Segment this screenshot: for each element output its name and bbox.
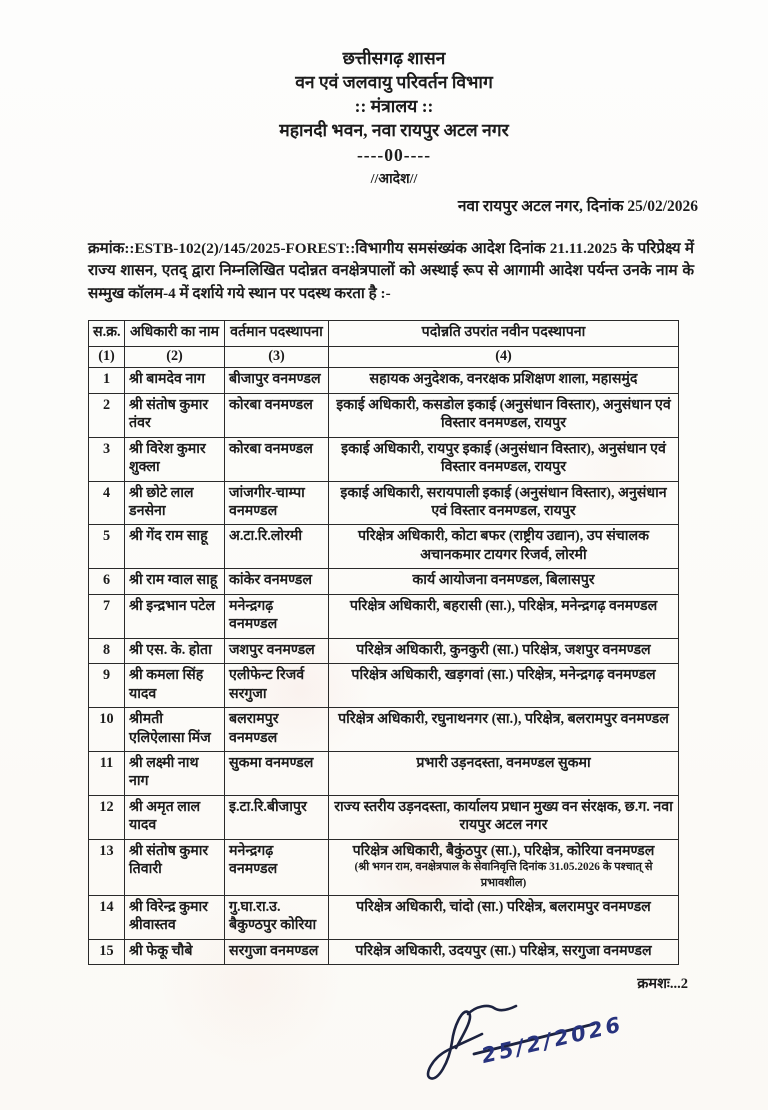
officer-name: श्री अमृत लाल यादव [125, 795, 225, 839]
table-row [89, 525, 679, 569]
new-posting: परिक्षेत्र अधिकारी, खड़गवां (सा.) परिक्षेत्र, मनेन्द्रगढ़ वनमण्डल [329, 664, 679, 708]
serial-no: 8 [89, 638, 125, 663]
serial-no: 12 [89, 795, 125, 839]
new-posting-text: परिक्षेत्र अधिकारी, बैकुंठपुर (सा.), परिक्षेत्र, कोरिया वनमण्डल [352, 842, 655, 859]
new-posting: इकाई अधिकारी, सरायपाली इकाई (अनुसंधान विस्तार), अनुसंधान एवं विस्तार वनमण्डल, रायपुर [329, 481, 679, 525]
table-row [89, 569, 679, 594]
officer-name: श्री फेकू चौबे [125, 939, 225, 964]
document-letterhead [88, 46, 700, 167]
new-posting: परिक्षेत्र अधिकारी, कोटा बफर (राष्ट्रीय उद्यान), उप संचालक अचानकमार टायगर रिजर्व, लोरमी [329, 525, 679, 569]
new-posting: परिक्षेत्र अधिकारी, बहरासी (सा.), परिक्षेत्र, मनेन्द्रगढ़ वनमण्डल [329, 594, 679, 638]
column-number-row [89, 346, 679, 367]
officer-name: श्रीमती एलिऐलासा मिंज [125, 708, 225, 752]
table-row [89, 839, 679, 895]
table-row [89, 939, 679, 964]
table-row [89, 752, 679, 796]
posting-order-table [88, 320, 679, 965]
handwritten-signature [422, 990, 672, 1100]
officer-name: श्री इन्द्रभान पटेल [125, 594, 225, 638]
serial-no: 10 [89, 708, 125, 752]
col-number-2: (2) [125, 346, 225, 367]
current-posting: इ.टा.रि.बीजापुर [225, 795, 329, 839]
new-posting: परिक्षेत्र अधिकारी, रघुनाथनगर (सा.), परिक्षेत्र, बलरामपुर वनमण्डल [329, 708, 679, 752]
current-posting: जशपुर वनमण्डल [225, 638, 329, 663]
table-row [89, 708, 679, 752]
current-posting: कोरबा वनमण्डल [225, 393, 329, 437]
order-title: //आदेश// [370, 171, 418, 187]
officer-name: श्री संतोष कुमार तंवर [125, 393, 225, 437]
serial-no: 9 [89, 664, 125, 708]
serial-no: 11 [89, 752, 125, 796]
col-number-4: (4) [329, 346, 679, 367]
current-posting: मनेन्द्रगढ़ वनमण्डल [225, 594, 329, 638]
officer-name: श्री लक्ष्मी नाथ नाग [125, 752, 225, 796]
officer-name: श्री एस. के. होता [125, 638, 225, 663]
col-number-1: (1) [89, 346, 125, 367]
government-name: छत्तीसगढ़ शासन [342, 48, 446, 68]
serial-no: 5 [89, 525, 125, 569]
serial-no: 13 [89, 839, 125, 895]
new-posting: सहायक अनुदेशक, वनरक्षक प्रशिक्षण शाला, महासमुंद [329, 368, 679, 393]
current-posting: जांजगीर-चाम्पा वनमण्डल [225, 481, 329, 525]
table-header-row [89, 321, 679, 346]
serial-no: 3 [89, 437, 125, 481]
continuation-marker: क्रमशः...2 [637, 976, 688, 993]
new-posting: परिक्षेत्र अधिकारी, चांदो (सा.) परिक्षेत्र, बलरामपुर वनमण्डल [329, 895, 679, 939]
header-officer-name: अधिकारी का नाम [125, 321, 225, 346]
current-posting: बलरामपुर वनमण्डल [225, 708, 329, 752]
current-posting: कांकेर वनमण्डल [225, 569, 329, 594]
new-posting: प्रभारी उड़नदस्ता, वनमण्डल सुकमा [329, 752, 679, 796]
table-row [89, 437, 679, 481]
header-new-posting: पदोन्नति उपरांत नवीन पदस्थापना [329, 321, 679, 346]
serial-no: 1 [89, 368, 125, 393]
serial-no: 2 [89, 393, 125, 437]
officer-name: श्री विरेश कुमार शुक्ला [125, 437, 225, 481]
header-serial-no: स.क्र. [89, 321, 125, 346]
separator-line: ----00---- [356, 144, 432, 165]
serial-no: 14 [89, 895, 125, 939]
current-posting: अ.टा.रि.लोरमी [225, 525, 329, 569]
current-posting: कोरबा वनमण्डल [225, 437, 329, 481]
new-posting [329, 839, 679, 895]
table-row [89, 481, 679, 525]
current-posting: गु.घा.रा.उ. बैकुण्ठपुर कोरिया [225, 895, 329, 939]
department-name: वन एवं जलवायु परिवर्तन विभाग [295, 72, 493, 93]
address-line: महानदी भवन, नवा रायपुर अटल नगर [279, 120, 509, 141]
table-row [89, 393, 679, 437]
new-posting: परिक्षेत्र अधिकारी, कुनकुरी (सा.) परिक्षेत्र, जशपुर वनमण्डल [329, 638, 679, 663]
table-row [89, 795, 679, 839]
new-posting: इकाई अधिकारी, रायपुर इकाई (अनुसंधान विस्तार), अनुसंधान एवं विस्तार वनमण्डल, रायपुर [329, 437, 679, 481]
signature-date: 25/2/2026 [479, 1012, 626, 1068]
officer-name: श्री संतोष कुमार तिवारी [125, 839, 225, 895]
table-row [89, 638, 679, 663]
officer-name: श्री राम ग्वाल साहू [125, 569, 225, 594]
table-row [89, 664, 679, 708]
header-current-posting: वर्तमान पदस्थापना [225, 321, 329, 346]
serial-no: 4 [89, 481, 125, 525]
officer-name: श्री विरेन्द्र कुमार श्रीवास्तव [125, 895, 225, 939]
officer-name: श्री गेंद राम साहू [125, 525, 225, 569]
col-number-3: (3) [225, 346, 329, 367]
current-posting: बीजापुर वनमण्डल [225, 368, 329, 393]
table-row [89, 368, 679, 393]
officer-name: श्री छोटे लाल डनसेना [125, 481, 225, 525]
new-posting: कार्य आयोजना वनमण्डल, बिलासपुर [329, 569, 679, 594]
officer-name: श्री कमला सिंह यादव [125, 664, 225, 708]
serial-no: 7 [89, 594, 125, 638]
serial-no: 15 [89, 939, 125, 964]
current-posting: एलीफेन्ट रिजर्व सरगुजा [225, 664, 329, 708]
new-posting: राज्य स्तरीय उड़नदस्ता, कार्यालय प्रधान मुख्य वन संरक्षक, छ.ग. नवा रायपुर अटल नगर [329, 795, 679, 839]
order-intro-paragraph: क्रमांक::ESTB-102(2)/145/2025-FOREST::विभागीय समसंख्यंक आदेश दिनांक 21.11.2025 के परिप्रेक्ष्य में राज्य शासन, एतद् द्वारा निम्नलिखित पदोन्नत वनक्षेत्रपालों को अस्थाई रूप से आगामी आदेश पर्यन्त उनके नाम के सम्मुख कॉलम-4 में दर्शाये गये स्थान पर पदस्थ करता है :- [88, 239, 694, 302]
place-date-line: नवा रायपुर अटल नगर, दिनांक 25/02/2026 [457, 197, 698, 215]
current-posting: मनेन्द्रगढ़ वनमण्डल [225, 839, 329, 895]
posting-note: (श्री भगन राम, वनक्षेत्रपाल के सेवानिवृत्ति दिनांक 31.05.2026 के पश्चात् से प्रभावशील) [354, 861, 653, 889]
new-posting: इकाई अधिकारी, कसडोल इकाई (अनुसंधान विस्तार), अनुसंधान एवं विस्तार वनमण्डल, रायपुर [329, 393, 679, 437]
serial-no: 6 [89, 569, 125, 594]
new-posting: परिक्षेत्र अधिकारी, उदयपुर (सा.) परिक्षेत्र, सरगुजा वनमण्डल [329, 939, 679, 964]
table-row [89, 895, 679, 939]
current-posting: सुकमा वनमण्डल [225, 752, 329, 796]
ministry-label: :: मंत्रालय :: [354, 96, 434, 117]
officer-name: श्री बामदेव नाग [125, 368, 225, 393]
table-row [89, 594, 679, 638]
current-posting: सरगुजा वनमण्डल [225, 939, 329, 964]
